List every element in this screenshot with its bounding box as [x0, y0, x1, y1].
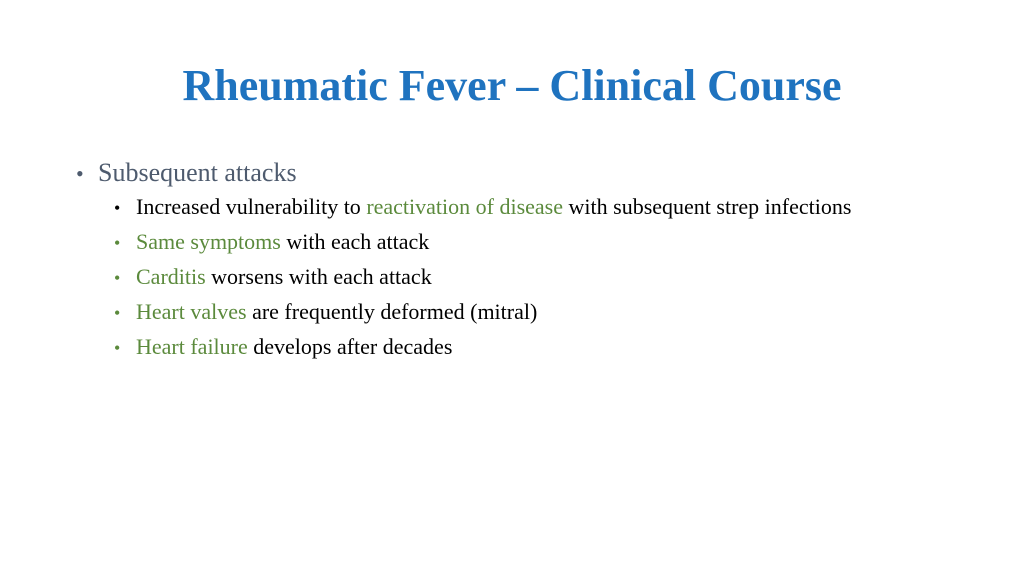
list-item	[114, 263, 936, 292]
bullet-level1	[76, 156, 936, 191]
list-item-text	[136, 193, 876, 220]
list-item	[114, 333, 936, 362]
list-item-rest: worsens with each attack	[205, 264, 432, 289]
list-item-rest: develops after decades	[247, 334, 453, 359]
slide-title: Rheumatic Fever – Clinical Course	[182, 61, 842, 110]
bullet-level1-text: Subsequent attacks	[98, 158, 297, 187]
list-item-rest: with subsequent strep infections	[563, 194, 852, 219]
sub-bullet-list	[114, 193, 936, 362]
list-item	[114, 298, 936, 327]
bullet-dot-icon: •	[114, 233, 121, 253]
list-item	[114, 193, 936, 222]
bullet-dot-icon: •	[76, 161, 84, 186]
list-item-rest: are frequently deformed (mitral)	[246, 299, 538, 324]
list-item-text	[136, 333, 876, 360]
list-item	[114, 228, 936, 257]
bullet-dot-icon: •	[114, 303, 121, 323]
list-item-lead: Increased vulnerability to	[136, 194, 367, 219]
list-item-highlight: Heart valves	[136, 299, 247, 324]
list-item-text	[136, 228, 876, 255]
slide-body	[76, 156, 936, 368]
bullet-dot-icon: •	[114, 268, 121, 288]
list-item-highlight: Heart failure	[136, 334, 248, 359]
list-item-highlight: Carditis	[136, 264, 206, 289]
bullet-dot-icon: •	[114, 198, 121, 218]
list-item-highlight: reactivation of disease	[366, 194, 564, 219]
bullet-dot-icon: •	[114, 338, 121, 358]
list-item-text	[136, 263, 876, 290]
list-item-rest: with each attack	[280, 229, 430, 254]
list-item-text	[136, 298, 876, 325]
list-item-highlight: Same symptoms	[136, 229, 281, 254]
